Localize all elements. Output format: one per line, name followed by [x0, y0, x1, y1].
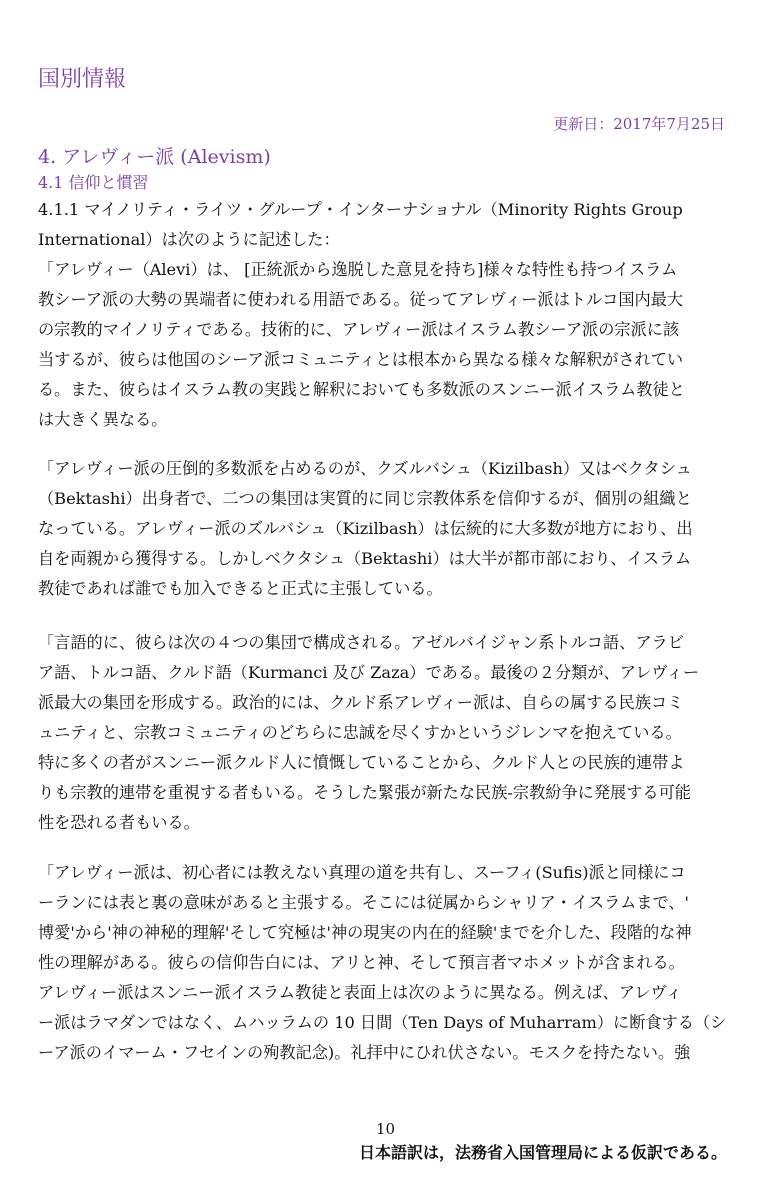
quote-paragraph-4: [38, 858, 728, 1068]
text-line: 博愛'から'神の神秘的理解'そして究極は'神の現実の内在的経験'までを介した、段階的な神: [38, 923, 692, 942]
text-line: 特に多くの者がスンニー派クルド人に憤慨していることから、クルド人との民族的連帯よ: [38, 753, 685, 772]
text-line: 「言語的に、彼らは次の４つの集団で構成される。アゼルバイジャン系トルコ語、アラビ: [38, 633, 684, 652]
text-line: 性の理解がある。彼らの信仰告白には、アリと神、そして預言者マホメットが含まれる。: [38, 953, 685, 972]
text-line: ア語、トルコ語、クルド語（Kurmanci 及び Zaza）である。最後の２分類が、アレヴィー: [38, 663, 700, 682]
text-line: りも宗教的連帯を重視する者もいる。そうした緊張が新たな民族-宗教紛争に発展する可能: [38, 783, 691, 802]
quote-paragraph-3: [38, 628, 728, 838]
intro-paragraph: [38, 195, 728, 255]
text-line: ー派はラマダンではなく、ムハッラムの 10 日間（Ten Days of Muharram）に断食する（シ: [38, 1013, 727, 1032]
text-line: International）は次のように記述した：: [38, 230, 340, 249]
text-line: ーア派のイマーム・フセインの殉教記念)。礼拝中にひれ伏さない。モスクを持たない。強: [38, 1043, 691, 1062]
quote-paragraph-1: [38, 255, 728, 435]
text-line: （Bektashi）出身者で、二つの集団は実質的に同じ宗教体系を信仰するが、個別の組織と: [38, 489, 692, 508]
text-line: 当するが、彼らは他国のシーア派コミュニティとは根本から異なる様々な解釈がされてい: [38, 350, 684, 369]
text-line: 自を両親から獲得する。しかしベクタシュ（Bektashi）は大半が都市部におり、イスラム: [38, 549, 692, 568]
section-heading: 4. アレヴィー派 (Alevism): [38, 146, 271, 168]
subsection-heading: 4.1 信仰と慣習: [38, 173, 149, 192]
page-number: 10: [376, 1120, 396, 1138]
quote-paragraph-2: [38, 454, 728, 604]
text-line: 「アレヴィー（Alevi）は、 [正統派から逸脱した意見を持ち]様々な特性も持つイスラム: [38, 260, 678, 279]
text-line: ーランには表と裏の意味があると主張する。そこには従属からシャリア・イスラムまで、': [38, 893, 689, 912]
text-line: 「アレヴィー派は、初心者には教えない真理の道を共有し、スーフィ(Sufis)派と同様にコ: [38, 863, 686, 882]
text-line: の宗教的マイノリティである。技術的に、アレヴィー派はイスラム教シーア派の宗派に該: [38, 320, 680, 339]
page-header-title: 国別情報: [38, 67, 127, 92]
text-line: 4.1.1 マイノリティ・ライツ・グループ・インターナショナル（Minority Rights Group: [38, 200, 683, 219]
text-line: 「アレヴィー派の圧倒的多数派を占めるのが、クズルバシュ（Kizilbash）又はベクタシュ: [38, 459, 692, 478]
text-line: 教シーア派の大勢の異端者に使われる用語である。従ってアレヴィー派はトルコ国内最大: [38, 290, 684, 309]
update-date: 更新日：2017年7月25日: [553, 115, 725, 133]
text-line: アレヴィー派はスンニー派イスラム教徒と表面上は次のように異なる。例えば、アレヴィ: [38, 983, 682, 1002]
text-line: 性を恐れる者もいる。: [38, 813, 200, 832]
text-line: 教徒であれば誰でも加入できると正式に主張している。: [38, 579, 443, 598]
text-line: なっている。アレヴィー派のズルバシュ（Kizilbash）は伝統的に大多数が地方におり、出: [38, 519, 693, 538]
translation-note: 日本語訳は，法務省入国管理局による仮訳である。: [358, 1143, 727, 1162]
text-line: る。また、彼らはイスラム教の実践と解釈においても多数派のスンニー派イスラム教徒と: [38, 380, 685, 399]
text-line: は大きく異なる。: [38, 410, 168, 429]
text-line: ュニティと、宗教コミュニティのどちらに忠誠を尽くすかというジレンマを抱えている。: [38, 723, 682, 742]
text-line: 派最大の集団を形成する。政治的には、クルド系アレヴィー派は、自らの属する民族コミ: [38, 693, 684, 712]
